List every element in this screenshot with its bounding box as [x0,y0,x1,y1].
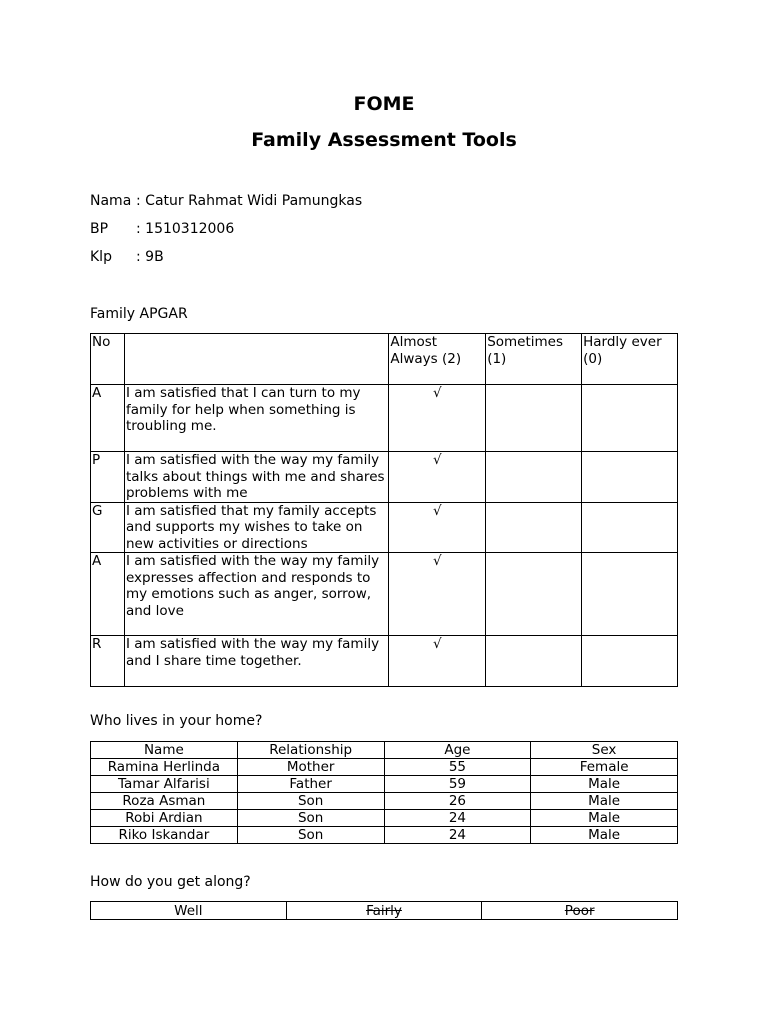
member-relationship: Father [237,776,384,793]
member-relationship: Mother [237,759,384,776]
apgar-label: Family APGAR [90,306,188,322]
info-key: Nama [90,193,132,209]
info-value: : Catur Rahmat Widi Pamungkas [136,193,363,209]
member-age: 59 [384,776,531,793]
apgar-row [91,553,678,636]
apgar-header-sometimes: Sometimes (1) [486,334,582,385]
info-value: : 9B [136,249,164,265]
household-row [91,827,678,844]
household-header-age: Age [384,742,531,759]
info-value: : 1510312006 [136,221,235,237]
getalong-option-well: Well [91,902,287,920]
member-sex: Female [531,759,678,776]
apgar-almost-check: √ [389,553,486,636]
household-row [91,810,678,827]
member-age: 24 [384,810,531,827]
member-relationship: Son [237,827,384,844]
member-age: 55 [384,759,531,776]
apgar-header-almost: Almost Always (2) [389,334,486,385]
apgar-table [90,333,678,687]
apgar-desc: I am satisfied that I can turn to my family for help when something is troubling me. [124,385,388,452]
apgar-row [91,636,678,687]
apgar-almost-check: √ [389,502,486,553]
apgar-almost-check: √ [389,385,486,452]
apgar-row [91,502,678,553]
info-key: BP [90,221,109,237]
apgar-desc: I am satisfied that my family accepts and supports my wishes to take on new activities or directions [124,502,388,553]
member-age: 26 [384,793,531,810]
info-row-nama [90,193,362,209]
info-row-bp [90,221,234,237]
info-key: Klp [90,249,112,265]
apgar-no: R [91,636,125,687]
apgar-header-row [91,334,678,385]
member-age: 24 [384,827,531,844]
member-relationship: Son [237,793,384,810]
apgar-almost-check: √ [389,452,486,503]
apgar-header-no: No [91,334,125,385]
apgar-hardly-cell [582,385,678,452]
household-label: Who lives in your home? [90,713,263,729]
info-row-klp [90,249,164,265]
apgar-almost-check: √ [389,636,486,687]
getalong-table [90,901,678,920]
getalong-label: How do you get along? [90,874,251,890]
household-row [91,776,678,793]
apgar-sometimes-cell [486,502,582,553]
household-header-sex: Sex [531,742,678,759]
household-table [90,741,678,844]
apgar-sometimes-cell [486,452,582,503]
apgar-hardly-cell [582,502,678,553]
member-name: Tamar Alfarisi [91,776,238,793]
household-header-row [91,742,678,759]
apgar-row [91,452,678,503]
apgar-no: P [91,452,125,503]
member-name: Ramina Herlinda [91,759,238,776]
member-sex: Male [531,827,678,844]
household-header-name: Name [91,742,238,759]
apgar-hardly-cell [582,452,678,503]
apgar-header-desc [124,334,388,385]
apgar-row [91,385,678,452]
apgar-sometimes-cell [486,553,582,636]
apgar-desc: I am satisfied with the way my family talks about things with me and shares problems with me [124,452,388,503]
document-title: FOME [353,93,415,115]
getalong-option-poor: Poor [482,902,678,920]
member-name: Riko Iskandar [91,827,238,844]
household-row [91,793,678,810]
apgar-no: G [91,502,125,553]
apgar-header-hardly: Hardly ever (0) [582,334,678,385]
member-sex: Male [531,793,678,810]
getalong-row [91,902,678,920]
getalong-option-fairly: Fairly [286,902,482,920]
apgar-desc: I am satisfied with the way my family expresses affection and responds to my emotions such as anger, sorrow, and love [124,553,388,636]
apgar-no: A [91,553,125,636]
apgar-no: A [91,385,125,452]
apgar-desc: I am satisfied with the way my family and I share time together. [124,636,388,687]
member-name: Robi Ardian [91,810,238,827]
apgar-sometimes-cell [486,636,582,687]
document-subtitle: Family Assessment Tools [251,129,517,151]
member-relationship: Son [237,810,384,827]
apgar-sometimes-cell [486,385,582,452]
household-row [91,759,678,776]
household-header-relationship: Relationship [237,742,384,759]
apgar-hardly-cell [582,553,678,636]
member-name: Roza Asman [91,793,238,810]
apgar-hardly-cell [582,636,678,687]
member-sex: Male [531,776,678,793]
member-sex: Male [531,810,678,827]
